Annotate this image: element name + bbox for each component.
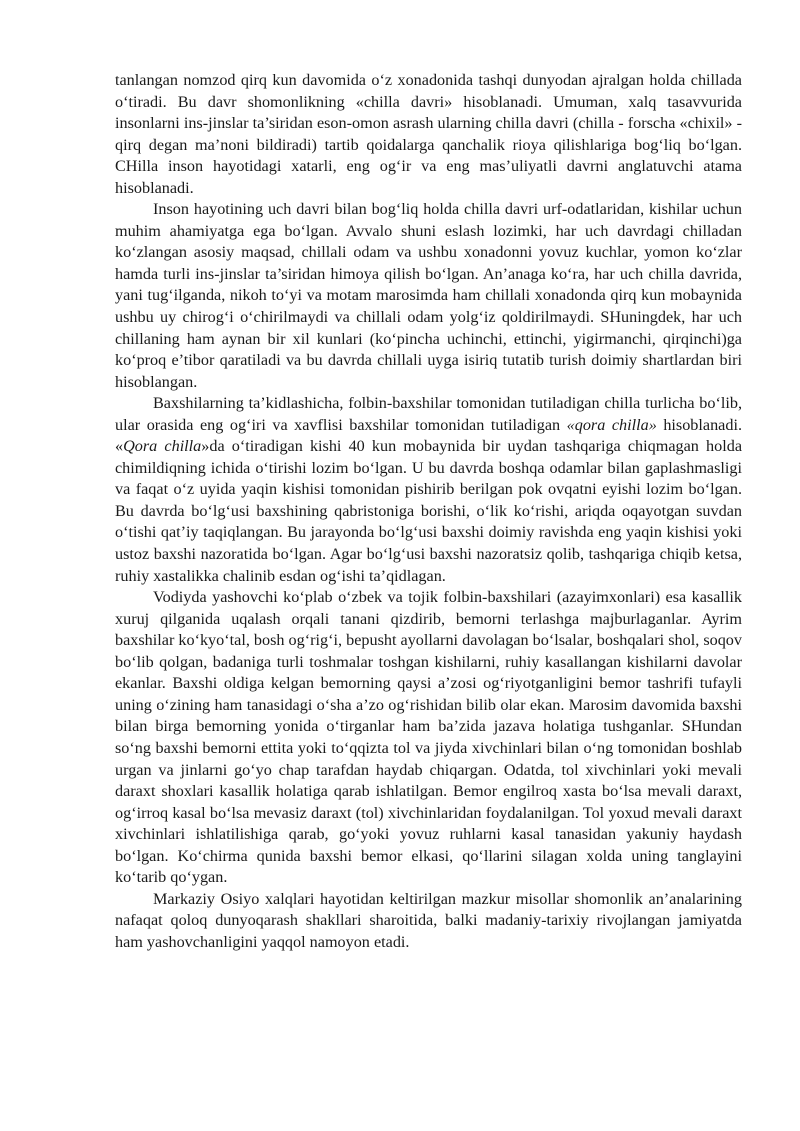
- italic-text-run: «qora chilla»: [566, 415, 657, 434]
- text-run: hisoblanadi. «: [115, 415, 742, 456]
- text-run: Baxshilarning ta’kidlashicha, folbin-baxshilar tomonidan tutiladigan chilla turlicha bo‘lib, ular orasida eng og‘iri va xavflisi baxshilar tomonidan tutiladigan: [115, 394, 742, 434]
- paragraph: [115, 70, 742, 199]
- text-run: Inson hayotining uch davri bilan bog‘liq holda chilla davri urf-odatlaridan, kishilar uchun muhim ahamiyatga ega bo‘lgan. Avvalo shuni eslash lozimki, har uch davrdagi chilladan ko‘zlangan asosiy maqsad, chillali odam va ushbu xonadonni yovuz kuchlar, yomon ko‘zlar hamda turli ins-jinslar ta’siridan himoya qilish bo‘lgan. An’anaga ko‘ra, har uch chilla davrida, yani tug‘ilganda, nikoh to‘yi va motam marosimda ham chillali xonadonda qirq kun mobaynida ushbu uy chirog‘i o‘chirilmaydi va chillali odam yolg‘iz qoldirilmaydi. SHuningdek, har uch chillaning ham aynan bir xil kunlari (ko‘pincha uchinchi, ettinchi, yigirmanchi, qirqinchi)ga ko‘proq e’tibor qaratiladi va bu davrda chillali uyga isiriq tutatib turish doimiy shartlardan biri hisoblangan.: [115, 200, 742, 391]
- italic-text-run: Qora chilla: [123, 437, 202, 456]
- document-page: [115, 70, 742, 953]
- paragraph: [115, 393, 742, 587]
- text-run: Vodiyda yashovchi ko‘plab o‘zbek va tojik folbin-baxshilari (azayimxonlari) esa kasallik xuruj qilganida uqalash orqali tanani qizdirib, bemorni terlashga majburlaganlar. Ayrim baxshilar ko‘kyo‘tal, bosh og‘rig‘i, bepusht ayollarni davolagan bo‘lsalar, boshqalari shol, soqov bo‘lib qolgan, badaniga turli toshmalar toshgan kishilarni, ruhiy kasallangan kishilarni davolar ekanlar. Baxshi oldiga kelgan bemorning qaysi a’zosi og‘riyotganligini bemor tashrifi tufayli uning o‘zining ham tanasidagi o‘sha a’zo og‘rishidan bilib olar ekan. Marosim davomida baxshi bilan birga bemorning yonida o‘tirganlar ham ba’zida jazava holatiga tushganlar. SHundan so‘ng baxshi bemorni ettita yoki to‘qqizta tol va jiyda xivchinlari bilan o‘ng tomonidan boshlab urgan va jinlarni go‘yo chap tarafdan haydab chiqargan. Odatda, tol xivchinlari yoki mevali daraxt shoxlari kasallik holatiga qarab ishlatilgan. Bemor engilroq xasta bo‘lsa mevali daraxt, og‘irroq kasal bo‘lsa mevasiz daraxt (tol) xivchinlaridan foydalanilgan. Tol yoxud mevali daraxt xivchinlari ishlatilishiga qarab, go‘yoki yovuz ruhlarni kasal tanasidan yakuniy haydash bo‘lgan. Ko‘chirma qunida baxshi bemor elkasi, qo‘llarini silagan xolda uning tanglayini ko‘tarib qo‘ygan.: [115, 588, 742, 887]
- paragraph: [115, 199, 742, 393]
- text-run: »da o‘tiradigan kishi 40 kun mobaynida bir uydan tashqariga chiqmagan holda chimildiqning ichida o‘tirishi lozim bo‘lgan. U bu davrda boshqa odamlar bilan gaplashmasligi va faqat o‘z uyida yaqin kishisi tomonidan pishirib berilgan pok ovqatni eyishi lozim bo‘lgan. Bu davrda bo‘lg‘usi baxshining qabristoniga borishi, o‘lik ko‘rishi, ariqda oqayotgan suvdan o‘tishi qat’iy taqiqlangan. Bu jarayonda bo‘lg‘usi baxshi doimiy ravishda eng yaqin kishisi yoki ustoz baxshi nazoratida bo‘lgan. Agar bo‘lg‘usi baxshi nazoratsiz qolib, tashqariga chiqib ketsa, ruhiy xastalikka chalinib esdan og‘ishi ta’qidlagan.: [115, 437, 742, 585]
- text-run: Markaziy Osiyo xalqlari hayotidan keltirilgan mazkur misollar shomonlik an’analarining nafaqat qoloq dunyoqarash shakllari sharoitida, balki madaniy-tarixiy rivojlangan jamiyatda ham yashovchanligini yaqqol namoyon etadi.: [115, 889, 742, 951]
- text-run: tanlangan nomzod qirq kun davomida o‘z xonadonida tashqi dunyodan ajralgan holda chillada o‘tiradi. Bu davr shomonlikning «chilla davri» hisoblanadi. Umuman, xalq tasavvurida insonlarni ins-jinslar ta’siridan eson-omon asrash ularning chilla davri (chilla - forscha «chixil» - qirq degan ma’noni bildiradi) tartib qoidalarga qanchalik rioya qilishlariga bog‘liq bo‘lgan. CHilla inson hayotidagi xatarli, eng og‘ir va eng mas’uliyatli davrni anglatuvchi atama hisoblanadi.: [115, 71, 742, 197]
- paragraph: [115, 889, 742, 954]
- paragraph: [115, 587, 742, 889]
